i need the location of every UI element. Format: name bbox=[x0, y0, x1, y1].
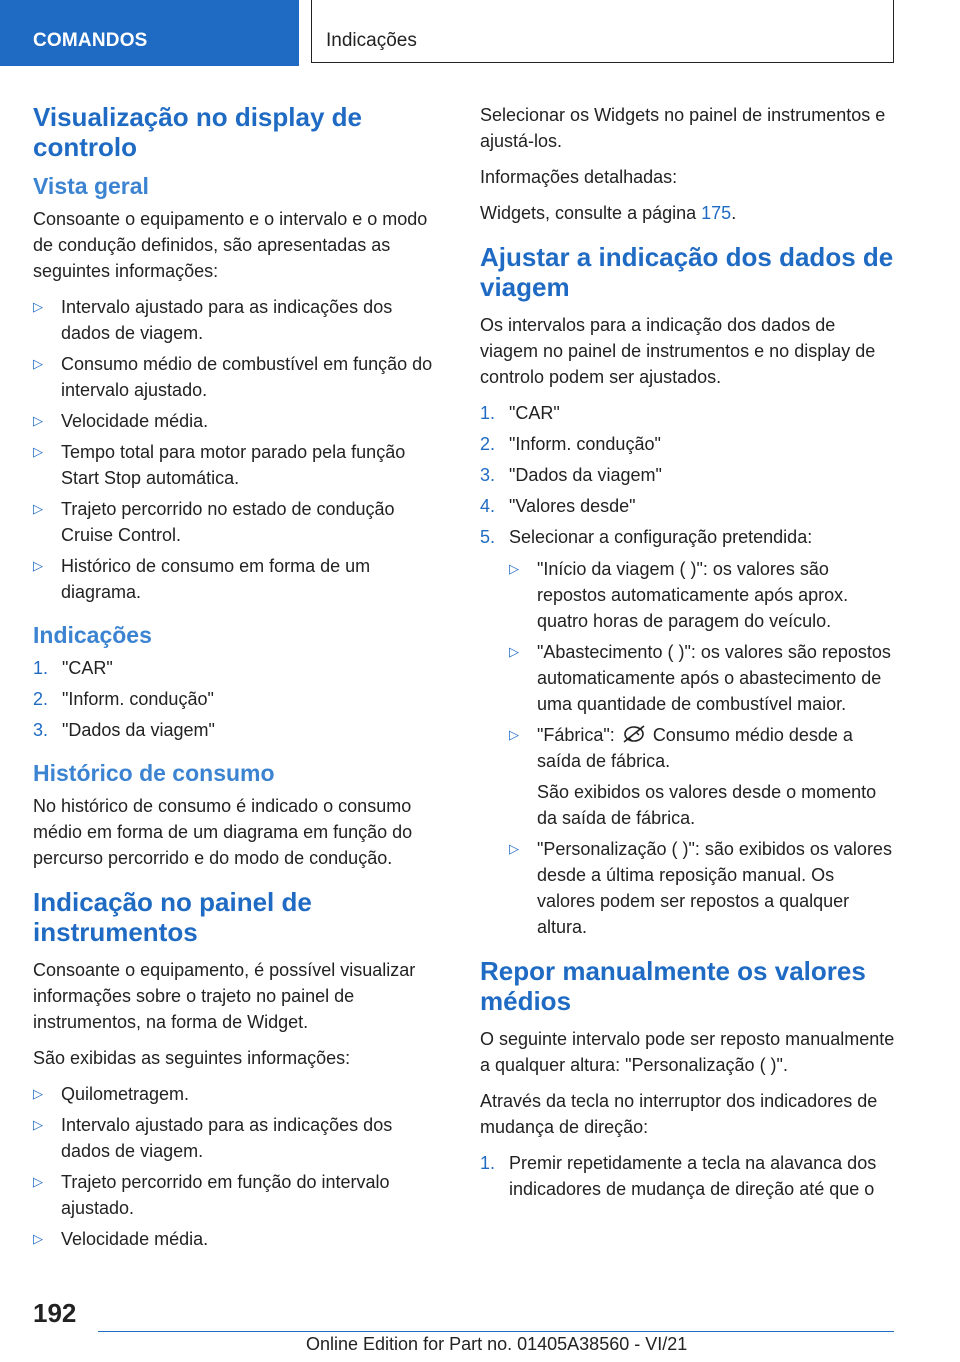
panel-intro: Consoante o equipamento, é possível visualizar informações sobre o trajeto no painel de instrumentos, na forma de Widget. bbox=[33, 960, 416, 1032]
bullet-icon: ▷ bbox=[509, 644, 519, 659]
history-text: No histórico de consumo é indicado o consumo médio em forma de um diagrama em função do percurso percorrido e do modo de condução. bbox=[33, 796, 413, 868]
bullet-icon: ▷ bbox=[33, 1117, 43, 1132]
overview-list bbox=[33, 294, 438, 605]
list-item: ▷ Consumo médio de combustível em função do intervalo ajustado. bbox=[33, 351, 438, 403]
left-column bbox=[33, 102, 438, 1262]
footer-edition: Online Edition for Part no. 01405A38560 - VI/21 bbox=[306, 1334, 688, 1354]
list-item: ▷ Trajeto percorrido em função do intervalo ajustado. bbox=[33, 1169, 438, 1221]
page-link[interactable]: 175 bbox=[701, 203, 732, 223]
bullet-icon: ▷ bbox=[33, 413, 43, 428]
bullet-icon: ▷ bbox=[509, 841, 519, 856]
bullet-icon: ▷ bbox=[33, 1086, 43, 1101]
heading-instrument-panel: Indicação no painel de instrumentos bbox=[33, 887, 312, 947]
bullet-icon: ▷ bbox=[33, 501, 43, 516]
list-item: ▷ "Início da viagem ( )": os valores são repostos automaticamente após aprox. quatro horas de paragem do veículo. bbox=[509, 556, 896, 634]
heading-reset: Repor manualmente os valores médios bbox=[480, 956, 866, 1016]
heading-adjust: Ajustar a indicação dos dados de viagem bbox=[480, 242, 894, 302]
list-item: ▷ "Personalização ( )": são exibidos os valores desde a última reposição manual. Os valores podem ser repostos a qualquer altura. bbox=[509, 836, 896, 940]
reset-intro: O seguinte intervalo pode ser reposto manualmente a qualquer altura: "Personalização ( )". bbox=[480, 1029, 895, 1075]
bullet-icon: ▷ bbox=[509, 561, 519, 576]
list-item: ▷ Intervalo ajustado para as indicações dos dados de viagem. bbox=[33, 1112, 438, 1164]
bullet-icon: ▷ bbox=[33, 1174, 43, 1189]
list-item: 2. "Inform. condução" bbox=[33, 689, 214, 709]
header-chapter-box bbox=[311, 0, 894, 63]
heading-indicacoes: Indicações bbox=[33, 622, 152, 648]
list-item: ▷ Velocidade média. bbox=[33, 1226, 438, 1252]
header-section-tab bbox=[0, 0, 299, 66]
list-item: ▷ Intervalo ajustado para as indicações dos dados de viagem. bbox=[33, 294, 438, 346]
bullet-icon: ▷ bbox=[33, 299, 43, 314]
factory-note: São exibidos os valores desde o momento da saída de fábrica. bbox=[537, 782, 877, 828]
panel-list bbox=[33, 1081, 438, 1252]
list-item: 2. "Inform. condução" bbox=[480, 434, 661, 454]
list-item: ▷ Trajeto percorrido no estado de condução Cruise Control. bbox=[33, 496, 438, 548]
list-item: 3. "Dados da viagem" bbox=[480, 465, 662, 485]
list-item: ▷ Velocidade média. bbox=[33, 408, 438, 434]
footer-rule bbox=[98, 1331, 894, 1332]
reset-via: Através da tecla no interruptor dos indicadores de mudança de direção: bbox=[480, 1091, 878, 1137]
list-item: 1. "CAR" bbox=[33, 658, 113, 678]
factory-consumption-icon bbox=[621, 723, 647, 745]
list-item: ▷ Histórico de consumo em forma de um diagrama. bbox=[33, 553, 438, 605]
list-item: ▷ "Abastecimento ( )": os valores são repostos automaticamente após o abastecimento de uma quantidade de combustível maior. bbox=[509, 639, 896, 717]
heading-display: Visualização no display de controlo bbox=[33, 102, 362, 162]
list-item: ▷ Tempo total para motor parado pela função Start Stop automática. bbox=[33, 439, 438, 491]
widgets-reference: Widgets, consulte a página 175. bbox=[480, 203, 737, 223]
bullet-icon: ▷ bbox=[33, 558, 43, 573]
list-item: ▷ "Fábrica": Consumo médio desde a saída de fábrica. São exibidos os valores desde o momento da saída de fábrica. bbox=[509, 722, 896, 831]
list-item: ▷ Quilometragem. bbox=[33, 1081, 438, 1107]
panel-shown: São exibidas as seguintes informações: bbox=[33, 1048, 351, 1068]
reset-steps bbox=[480, 1150, 896, 1202]
heading-overview: Vista geral bbox=[33, 173, 149, 199]
indicacoes-steps bbox=[33, 655, 438, 743]
bullet-icon: ▷ bbox=[33, 1231, 43, 1246]
list-item: 1. Premir repetidamente a tecla na alavanca dos indicadores de mudança de direção até que o bbox=[480, 1153, 877, 1199]
list-item: 4. "Valores desde" bbox=[480, 496, 636, 516]
list-item: 3. "Dados da viagem" bbox=[33, 720, 215, 740]
heading-history: Histórico de consumo bbox=[33, 760, 275, 786]
config-options bbox=[509, 556, 896, 940]
right-column bbox=[480, 102, 896, 1212]
page-number: 192 bbox=[33, 1298, 77, 1328]
header-chapter-label: Indicações bbox=[326, 30, 417, 51]
list-item: 1. "CAR" bbox=[480, 403, 560, 423]
adjust-intro: Os intervalos para a indicação dos dados de viagem no painel de instrumentos e no display de controlo podem ser ajustados. bbox=[480, 315, 876, 387]
list-item: 5. Selecionar a configuração pretendida: ▷ "Início da viagem ( )": os valores são repostos automaticamente após aprox. quatro horas de paragem do veículo. ▷ "Abastecimento ( )": os valores são repostos automaticamente após o abastecimento de uma quantidade de combustível maior. ▷ "Fábrica": Consumo médio desde a saída de fábrica. São exibidos os valores desde o momento da saída de fábrica. ▷ "Personalização ( )": são exibidos os valores desde a última reposição manual. Os valores podem ser repostos a qualquer altura. bbox=[480, 524, 896, 940]
bullet-icon: ▷ bbox=[33, 356, 43, 371]
overview-intro: Consoante o equipamento e o intervalo e o modo de condução definidos, são apresentadas as seguintes informações: bbox=[33, 209, 428, 281]
bullet-icon: ▷ bbox=[509, 727, 519, 742]
header-section-label: COMANDOS bbox=[33, 30, 148, 51]
widgets-select: Selecionar os Widgets no painel de instrumentos e ajustá-los. bbox=[480, 105, 886, 151]
details-label: Informações detalhadas: bbox=[480, 167, 678, 187]
adjust-steps bbox=[480, 400, 896, 940]
bullet-icon: ▷ bbox=[33, 444, 43, 459]
